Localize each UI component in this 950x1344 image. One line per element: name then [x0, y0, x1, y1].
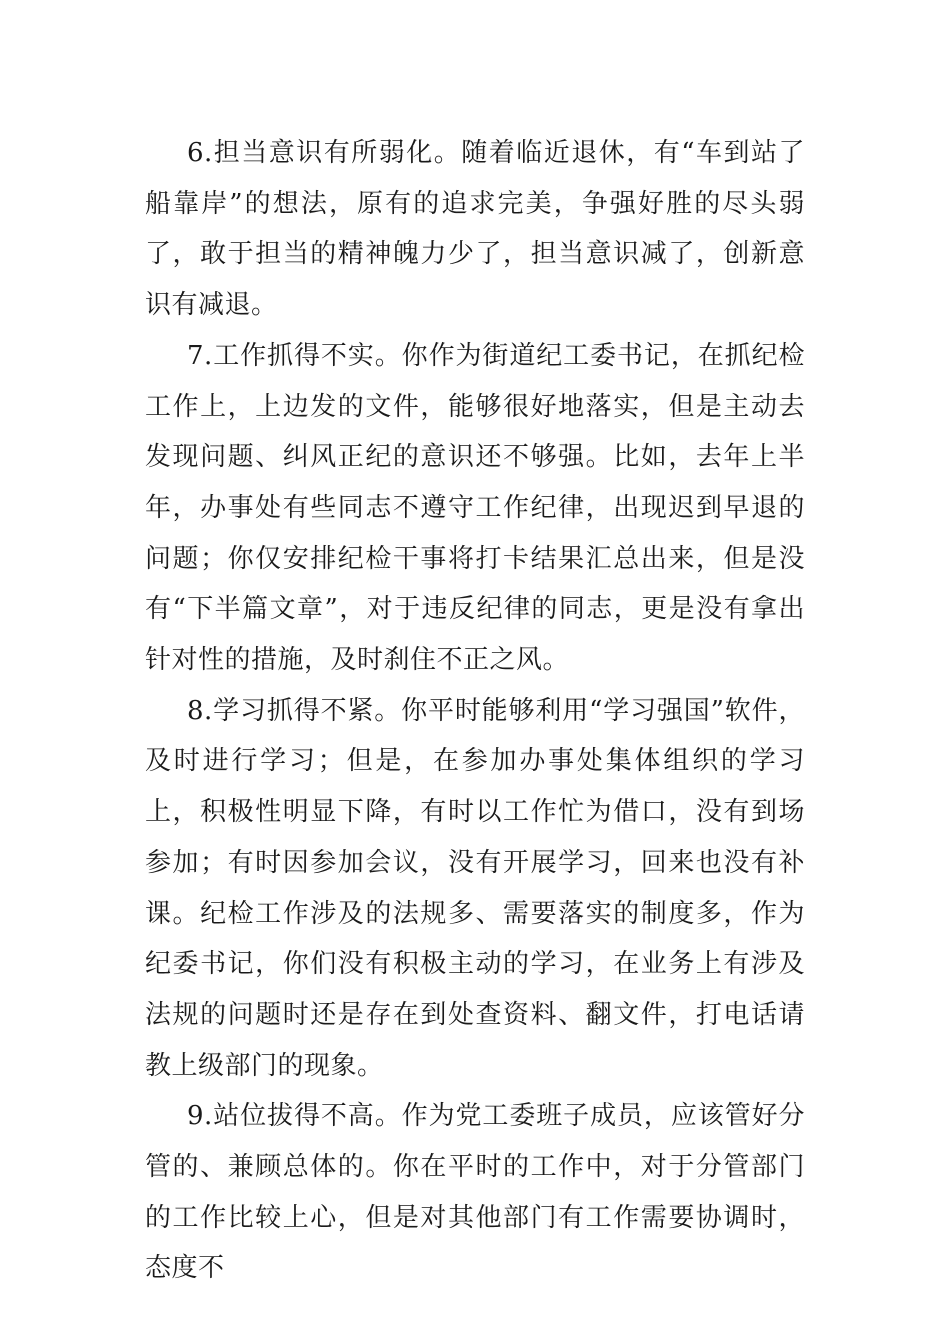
document-body	[145, 128, 805, 1294]
paragraph-9: 9.站位拔得不高。作为党工委班子成员，应该管好分管的、兼顾总体的。你在平时的工作中，对于分管部门的工作比较上心，但是对其他部门有工作需要协调时，态度不	[145, 1101, 805, 1284]
paragraph-7: 7.工作抓得不实。你作为街道纪工委书记，在抓纪检工作上，上边发的文件，能够很好地落实，但是主动去发现问题、纠风正纪的意识还不够强。比如，去年上半年，办事处有些同志不遵守工作纪律，出现迟到早退的问题；你仅安排纪检干事将打卡结果汇总出来，但是没有“下半篇文章”，对于违反纪律的同志，更是没有拿出针对性的措施，及时刹住不正之风。	[145, 340, 805, 676]
paragraph-6: 6.担当意识有所弱化。随着临近退休，有“车到站了船靠岸”的想法，原有的追求完美，争强好胜的尽头弱了，敢于担当的精神魄力少了，担当意识减了，创新意识有减退。	[145, 138, 805, 321]
paragraph-8: 8.学习抓得不紧。你平时能够利用“学习强国”软件，及时进行学习；但是，在参加办事处集体组织的学习上，积极性明显下降，有时以工作忙为借口，没有到场参加；有时因参加会议，没有开展学习，回来也没有补课。纪检工作涉及的法规多、需要落实的制度多，作为纪委书记，你们没有积极主动的学习，在业务上有涉及法规的问题时还是存在到处查资料、翻文件，打电话请教上级部门的现象。	[145, 695, 805, 1081]
